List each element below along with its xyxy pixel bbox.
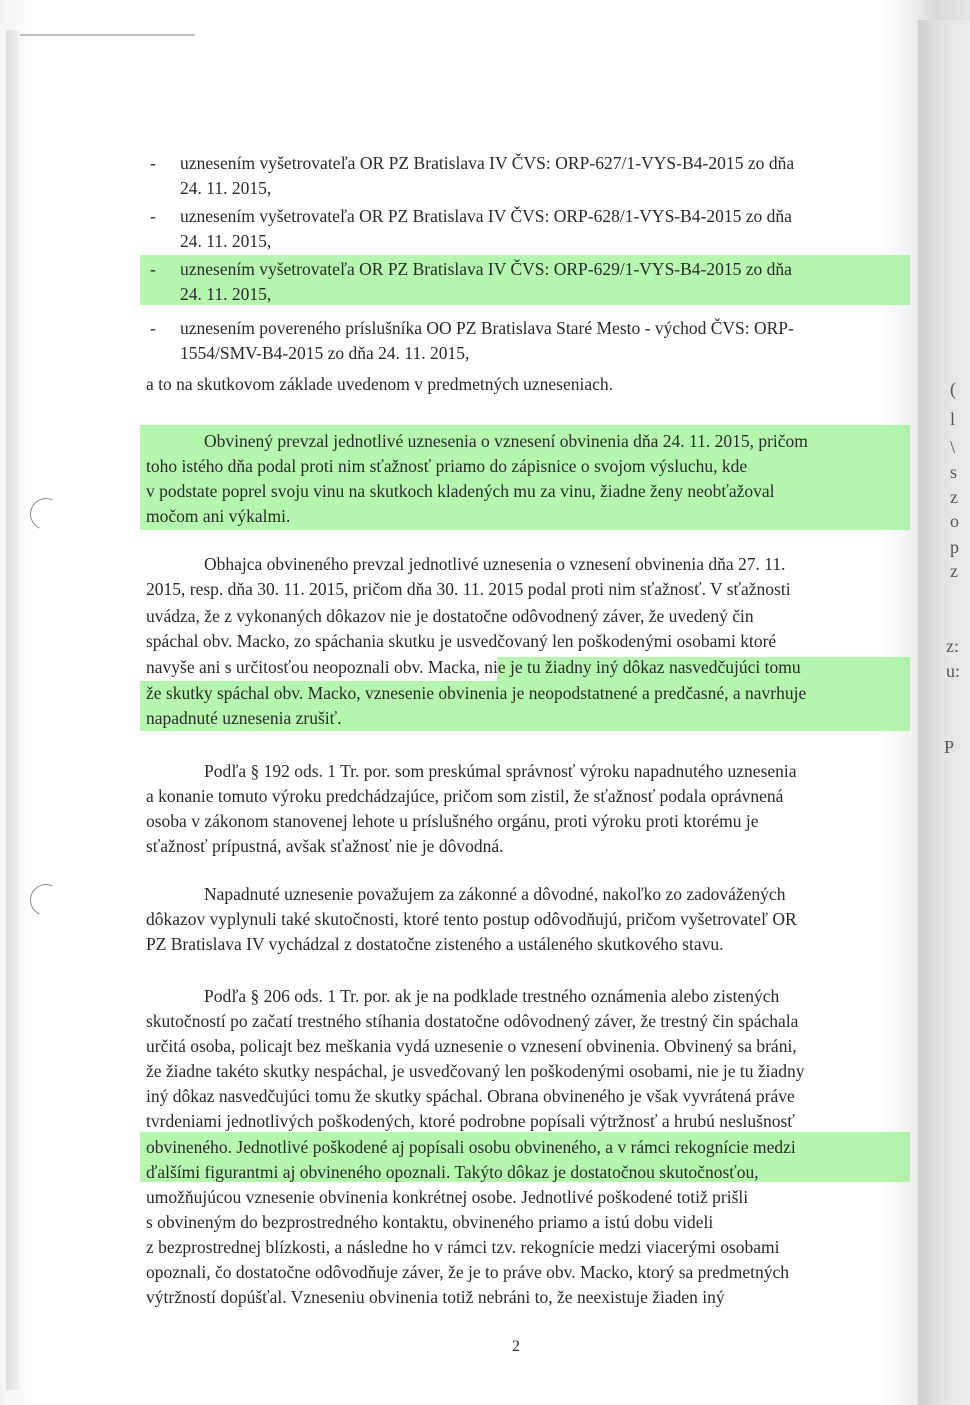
para2-line: Obhajca obvineného prevzal jednotlivé uznesenia o vznesení obvinenia dňa 27. 11. [204, 554, 786, 574]
punch-hole-mark [25, 879, 66, 920]
para5-line: s obvineným do bezprostredného kontaktu, obvineného priamo a istú dobu videli [146, 1212, 714, 1232]
scan-right-fold [918, 20, 970, 1405]
para2-line: napadnuté uznesenia zrušiť. [146, 708, 342, 728]
basis-line: a to na skutkovom základe uvedenom v predmetných uzneseniach. [146, 374, 613, 394]
bleed-letter: l [950, 409, 956, 429]
para2-line5-plain: navyše ani s určitosťou neopoznali obv. Macka, [146, 657, 480, 677]
para5-line: Podľa § 206 ods. 1 Tr. por. ak je na podklade trestného oznámenia alebo zistených [204, 986, 780, 1006]
para2-line: že skutky spáchal obv. Macko, vznesenie obvinenia je neopodstatnené a predčasné, a navrhuje [146, 683, 807, 703]
para5-line: výtržností dopúšťal. Vzneseniu obvinenia totiž nebráni to, že neexistuje žiaden iný [146, 1287, 725, 1307]
bleed-letter: z [950, 487, 958, 507]
para1-line: toho istého dňa podal proti nim sťažnosť priamo do zápisnice o svojom výsluchu, kde [146, 456, 748, 476]
para2-line: 2015, resp. dňa 30. 11. 2015, pričom dňa 30. 11. 2015 podal proti nim sťažnosť. V sťažnosti [146, 579, 791, 599]
para2-line: uvádza, že z vykonaných dôkazov nie je dostatočne odôvodnený záver, že uvedený čin [146, 606, 754, 626]
bleed-letter: p [950, 537, 959, 557]
para4-line: dôkazov vyplynuli také skutočnosti, ktoré tento postup odôvodňujú, pričom vyšetrovateľ OR [146, 909, 797, 929]
bullet-dash: - [150, 153, 156, 173]
para5-line: iný dôkaz nasvedčujúci tomu že skutky spáchal. Obrana obvineného je však vyvrátená práve [146, 1086, 795, 1106]
bleed-letter: z [950, 561, 958, 581]
bullet-dash: - [150, 206, 156, 226]
punch-hole-mark [25, 493, 66, 534]
para5-highlight-line: ďalšími figurantmi aj obvineného opoznali. Takýto dôkaz je dostatočnou skutočnosťou, [146, 1162, 759, 1182]
bullet-dash: - [150, 259, 156, 279]
bullet-3-line2: 24. 11. 2015, [180, 284, 272, 304]
bullet-1-line2: 24. 11. 2015, [180, 178, 272, 198]
scan-top-line [20, 34, 195, 36]
para2-line: spáchal obv. Macko, zo spáchania skutku je usvedčovaný len poškodenými osobami ktoré [146, 631, 777, 651]
para1-line: v podstate poprel svoju vinu na skutkoch kladených mu za vinu, žiadne ženy neobťažoval [146, 481, 775, 501]
para3-line: Podľa § 192 ods. 1 Tr. por. som preskúmal správnosť výroku napadnutého uznesenia [204, 761, 797, 781]
para5-line: tvrdeniami jednotlivých poškodených, ktoré podrobne popísali výtržnosť a hrubú neslušnosť [146, 1111, 795, 1131]
para5-line: umožňujúcou vznesenie obvinenia konkrétnej osobe. Jednotlivé poškodené totiž prišli [146, 1187, 749, 1207]
bleed-letter: \ [950, 437, 956, 457]
bullet-3-line1: uznesením vyšetrovateľa OR PZ Bratislava IV ČVS: ORP-629/1-VYS-B4-2015 zo dňa [180, 259, 792, 279]
para2-line [146, 659, 801, 677]
bleed-letter: P [944, 737, 955, 757]
para5-highlight-line: obvineného. Jednotlivé poškodené aj popísali osobu obvineného, a v rámci rekognície medzi [146, 1137, 796, 1157]
bleed-letter: z: [946, 636, 959, 656]
para3-line: a konanie tomuto výroku predchádzajúce, pričom som zistil, že sťažnosť podala oprávnená [146, 786, 784, 806]
para3-line: sťažnosť prípustná, avšak sťažnosť nie je dôvodná. [146, 836, 504, 856]
para3-line: osoba v zákonom stanovenej lehote u príslušného orgánu, proti výroku proti ktorému je [146, 811, 759, 831]
para1-line: Obvinený prevzal jednotlivé uznesenia o vznesení obvinenia dňa 24. 11. 2015, pričom [204, 431, 808, 451]
bleed-letter: s [950, 462, 958, 482]
para4-line: Napadnuté uznesenie považujem za zákonné a dôvodné, nakoľko zo zadovážených [204, 884, 786, 904]
bullet-dash: - [150, 318, 156, 338]
para5-line: že žiadne takéto skutky nespáchal, je usvedčovaný len poškodenými osobami, nie je tu žiadny [146, 1061, 805, 1081]
para5-line: skutočností po začatí trestného stíhania dostatočne odôvodnený záver, že trestný čin spáchala [146, 1011, 799, 1031]
para5-line: z bezprostrednej blízkosti, a následne ho v rámci tzv. rekognície medzi viacerými osobami [146, 1237, 780, 1257]
bleed-letter: o [950, 511, 959, 531]
bullet-2-line2: 24. 11. 2015, [180, 231, 272, 251]
bleed-letter: ( [950, 379, 956, 399]
bleed-letter: u: [946, 661, 961, 681]
para4-line: PZ Bratislava IV vychádzal z dostatočne zisteného a ustáleného skutkového stavu. [146, 934, 724, 954]
para5-line: opoznali, čo dostatočne odôvodňuje záver, že je to práve obv. Macko, ktorý sa predmetných [146, 1262, 790, 1282]
para1-line: močom ani výkalmi. [146, 506, 291, 526]
para5-line: určitá osoba, policajt bez meškania vydá uznesenie o vznesení obvinenia. Obvinený sa bráni, [146, 1036, 797, 1056]
bullet-4-line1: uznesením povereného príslušníka OO PZ Bratislava Staré Mesto - východ ČVS: ORP- [180, 318, 794, 338]
page-number: 2 [512, 1338, 520, 1355]
bullet-1-line1: uznesením vyšetrovateľa OR PZ Bratislava IV ČVS: ORP-627/1-VYS-B4-2015 zo dňa [180, 153, 795, 173]
bullet-2-line1: uznesením vyšetrovateľa OR PZ Bratislava IV ČVS: ORP-628/1-VYS-B4-2015 zo dňa [180, 206, 792, 226]
para2-line5-highlight: nie je tu žiadny iný dôkaz nasvedčujúci tomu [479, 657, 801, 677]
bullet-4-line2: 1554/SMV-B4-2015 zo dňa 24. 11. 2015, [180, 343, 470, 363]
scan-left-edge [6, 30, 20, 1390]
